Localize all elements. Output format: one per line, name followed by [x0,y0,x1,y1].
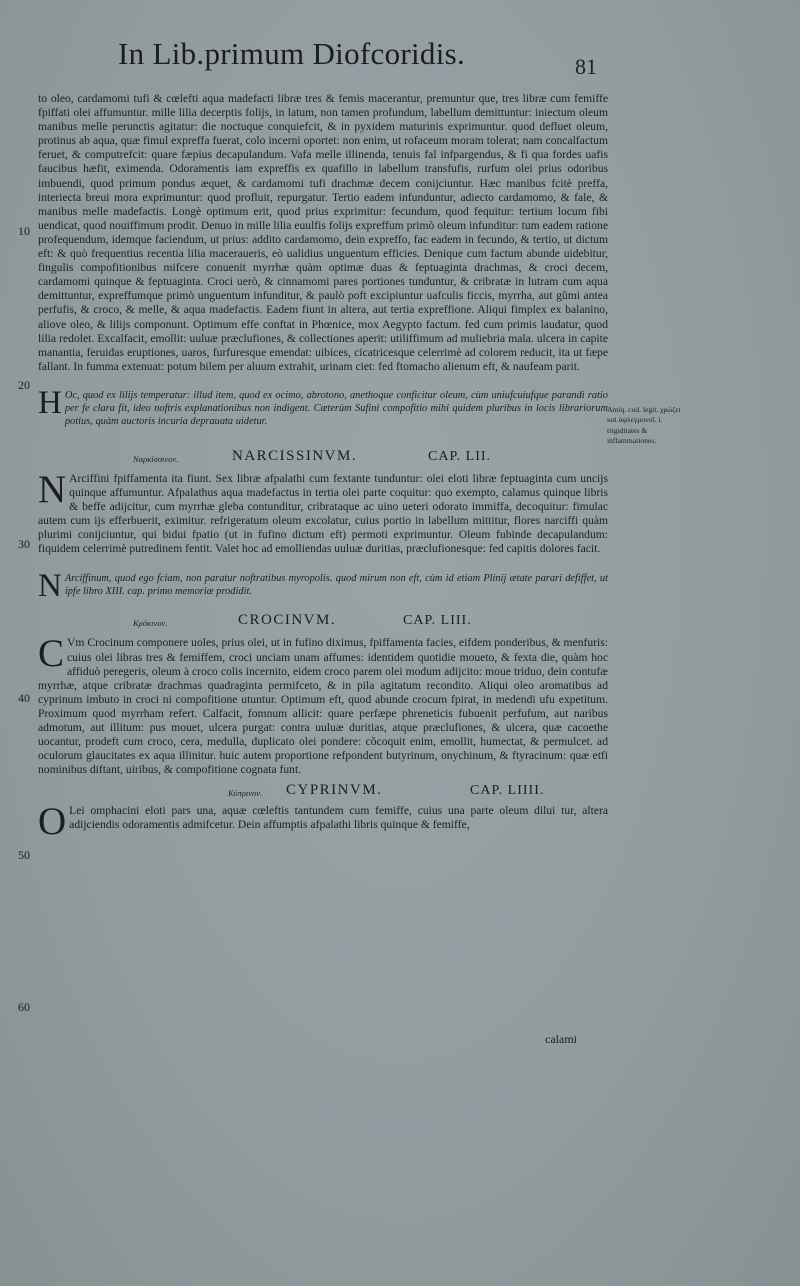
line-number: 60 [18,1000,30,1014]
chapter-title: CROCINVM. [238,612,337,629]
chapter-number: CAP. LII. [428,448,492,464]
chapter-heading-54 [38,780,608,802]
drop-cap: H [38,384,62,421]
chapter-title: NARCISSINVM. [232,447,358,464]
commentary-narcissinum [38,568,608,605]
catchword: calami [545,1032,577,1046]
greek-title: Κρόκινον. [133,618,168,629]
commentary-text: Oc, quod ex lilijs temperatur: illud item, quod ex ocimo, abrotono, anethoque conficitur oleum, cùm uniufcuiufque parandi ratio per fe clara fit, ideo noftris explanationibus non indigent. Cæterùm Sufini compofitio mihi quidem pluribus in locis librariorum potius, quàm auctoris incuria deprauata uidetur. [64,389,608,427]
greek-title: Κύπρινον. [228,788,263,799]
paragraph-text: Arciffini fpiffamenta ita fiunt. Sex libræ afpalathi cum fextante tunduntur: olei eloti libræ feptuaginta cum uncijs quinque affumuntur. Afpalathus aqua madefactus in tertia olei parte coquitur: quo exempto, calamus quinque libris & beffe adijcitur, cum myrrhæ gleba contunditur, cribrataque ac uino ueteri odorato immiffa, decoquitur: fimulac autem cum ijs efferbuerit, eximitur. refrigeratum oleum excolatur, cuius portio in labellum mittitur, flores narciffi quàm plurimi conijciuntur, qui bidui fpatio (ut in fufino dictum eft) permoti exprimuntur. Oleum fubinde decapulandum: fiquidem celerrimè putredinem fentit. Valet hoc ad emolliendas uuluæ duritias, præclufionesque: fed capitis dolores facit. [38,471,608,556]
drop-cap: C [38,632,65,676]
folio-number: 81 [575,54,597,79]
chapter-number: CAP. LIIII. [470,783,545,799]
marginal-note: Antiq. cod. legit. χρώζει καὶ ἀφλεγμονοῖ. i. trigiditates & inflammationes. [607,405,681,445]
line-number: 20 [18,378,30,392]
drop-cap: O [38,800,67,844]
body-paragraph-lilinum: to oleo, cardamomi tufi & cœlefti aqua madefacti libræ tres & femis macerantur, premuntur que, tres libræ cum femiffe fpiffati olei affumuntur. mille lilia decerptis folijs, in latum, non tamen profundum, labellum demittuntur: iniectum oleum manibus melle perunctis agitatur: die noctuque conquiefcit, & in pyxidem maturinis exprimuntur. quod defluet oleum, protinus ab aqua, quæ fimul expreffa fuerat, colo incerni oportet: non enim, ut rofaceum moram tolerat; nam concalfactum feruet, & computrefcit: quare fæpius decapulandum. Vafa melle illinenda, tenuis fal infpargendus, & fi qua fordes uafis faucibus hæfit, eximenda. Odoramentis iam expreffis ex quafillo in labellum transfufis, rurfum olei prius odoribus imbuendi, quod primum pondus æquet, & cardamomi tufi drachmæ decem conijciuntur. Hæc manibus fcitè preffa, interiecta breui mora exprimuntur: quod profluit, repurgatur. Tertio eadem infunduntur, adiecto cardamomo, & fale, & manibus melle madefactis. Longè optimum erit, quod prius exprimitur: fecundum, quod fequitur: tertium locum fibi uendicat, quod nouiffimum prodit. Denuo in mille lilia euulfis folijs expreffum primò oleum infunditur: tum eadem ratione profequendum, idemque faciendum, ut prius: addito cardamomo, dein expreffo, fac eadem in fecundo, & tertio, ut dictum eft: & quò frequentius recentia lilia maceraueris, eò ualidius unguentum efficies. Denique cum factum abunde uidebitur, fingulis compofitionibus mifcere conuenit myrrhæ quàm optimæ duas & feptuaginta drachmas, & croci decem, cardamomi quinque & feptuaginta. Croci uerò, & cinnamomi pares portiones tunduntur, & cribratæ in lutram cum aqua demittuntur, expreffumque primò unguentum infunditur, & paulò poft excipiuntur uafculis ficcis, myrrha, aut gũmi antea perfufis, & croco, & melle, & aqua madefactis. Eadem fiunt in altera, aut tertia expreffione. Aliqui fimplex ex balanino, aliove oleo, & lilijs componunt. Optimum effe conftat in Phœnice, mox Aegypto factum. fed cum primis laudatur, quod lilia redolet. Excalfacit, emollit: uuluæ præclufiones, & collectiones aperit: utiliffimum ad muliebria mala. ulcera in capite manantia, feruidas eruptiones, uaros, furfuresque emendat: uibices, cicatricesque celerrimè ad colorem reducit, ita ut fæpe fallant. In fumma extenuat: potum bilem per aluum extrahit, urinam ciet: fed ftomacho alienum eft, & naufeam parit. [38,92,608,373]
commentary-lilinum [38,384,608,428]
chapter-number: CAP. LIII. [403,613,472,629]
running-title: In Lib.primum Diofcoridis. [118,36,466,71]
drop-cap: N [38,467,67,511]
main-column [38,92,608,844]
chapter-title: CYPRINVM. [286,782,383,799]
chapter-heading-52 [38,446,608,468]
drop-cap: N [38,568,62,605]
chapter-heading-53 [38,610,608,632]
line-number: 40 [18,691,30,705]
body-paragraph-cyprinum [38,800,608,844]
body-paragraph-narcissinum [38,467,608,557]
paragraph-text: Lei omphacini eloti pars una, aquæ cœleftis tantundem cum femiffe, cuius una parte oleum dilui tur, altera adijciendis odoramentis admifcetur. Dein affumptis afpalathi libris quinque & femiffe, [69,804,608,832]
greek-title: Ναρκίσσινον. [133,453,179,464]
paragraph-text: Vm Crocinum componere uoles, prius olei, ut in fufino diximus, fpiffamenta facies, eifdem ponderibus, & menfuris: cuius olei libras tres & femiffem, croci unciam unam affumes: identidem quotidie moueto, & fexta die, quàm hoc affiduò peregeris, oleum à croco colis incernito, eidem croco parem olei modum adijcito: moue triduo, dein contufæ myrrhæ, atque cribratæ drachmas quadraginta permifceto, & in pila agitatum recondito. Aliqui oleo aromatibus ad cyprinum imbuto in croci ni compofitione utuntur. Optimum eft, quod abunde crocum fpirat, in medendi ufu expetitum. Proximum quod myrrham refert. Calfacit, fomnum allicit: quare perfæpe phreneticis fubuenit perfufum, aut naribus admotum, aut illitum: pus mouet, ulcera purgat: contra uuluæ duritias, atque præclufiones, & ulcera, quæ cacoethe uocantur, prodeft cum croco, cera, medulla, duplicato olei pondere: cõcoquit enim, emollit, humectat, & permulcet. ad oculorum glaucitates ex aqua illinitur. huic autem proportione refpondent butyrinum, onychinum, & ftyracinum: quæ etfi nominibus diftant, uiribus, & compofitione cognata funt. [38,636,608,777]
line-number: 10 [18,224,30,238]
commentary-text: Arciffinum, quod ego fciam, non paratur noftratibus myropolis. quod mirum non eft, cùm id etiam Plinij ætate parari defiffet, ut ipfe libro XIII. cap. primo memoriæ prodidit. [64,573,608,598]
line-number: 30 [18,537,30,551]
line-number: 50 [18,848,30,862]
body-paragraph-crocinum [38,632,608,777]
page-header [118,36,608,72]
